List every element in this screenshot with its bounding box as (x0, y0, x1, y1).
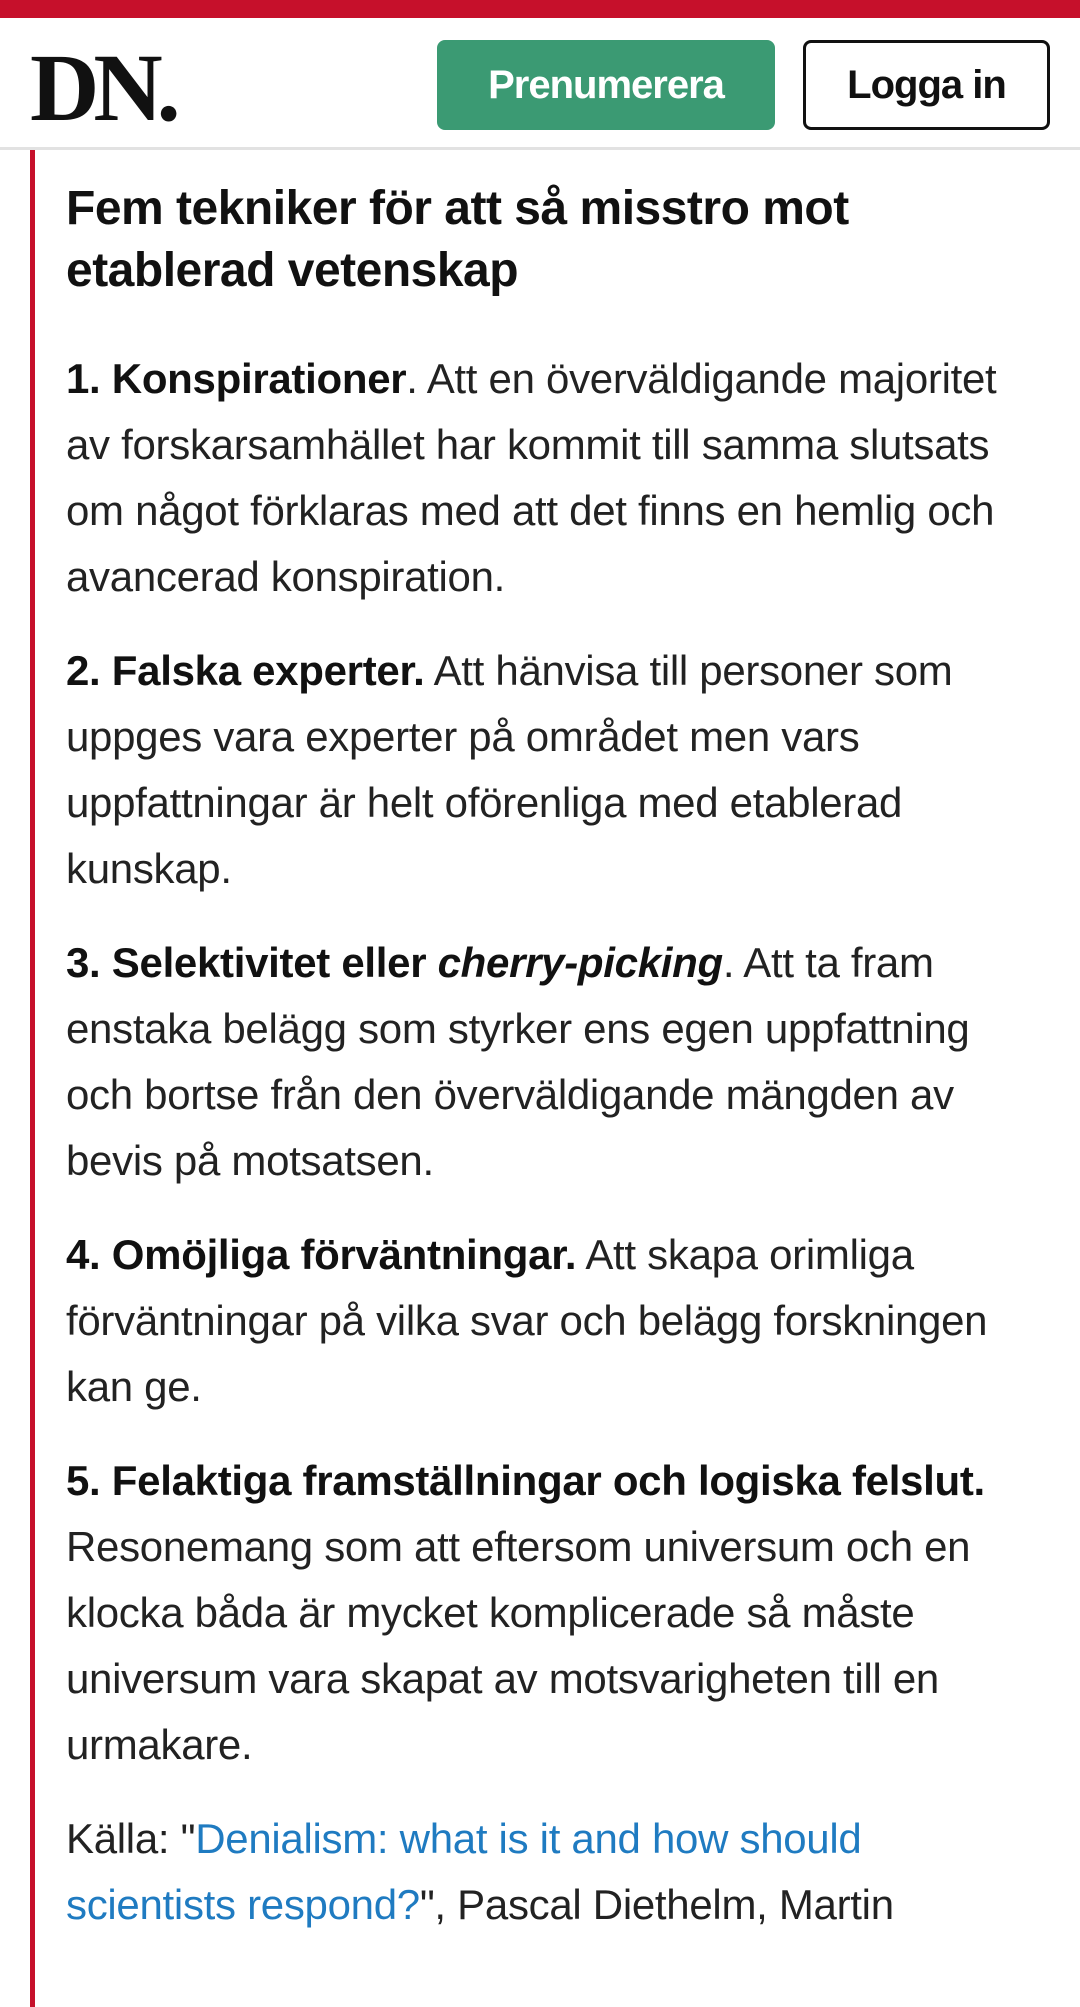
login-button[interactable]: Logga in (803, 40, 1050, 130)
factbox-heading: Fem tekniker för att så misstro mot etablerad vetenskap (66, 182, 849, 297)
subscribe-button[interactable]: Prenumerera (437, 40, 775, 130)
article-factbox (0, 150, 1080, 2007)
technique-text: Att skapa orimliga förväntningar på vilka svar och belägg forskningen kan ge. (66, 1231, 988, 1410)
technique-item-5 (66, 1448, 1026, 1778)
technique-text: . Att en överväldigande majoritet av forskarsamhället har kommit till samma slutsats om något förklaras med att det finns en hemlig och avancerad konspiration. (66, 355, 997, 600)
technique-title: 1. Konspirationer (66, 355, 407, 402)
technique-title: 4. Omöjliga förväntningar. (66, 1231, 577, 1278)
technique-item-4 (66, 1222, 1026, 1420)
technique-title: 3. Selektivitet eller (66, 939, 438, 986)
source-prefix: Källa: " (66, 1815, 196, 1862)
technique-item-1 (66, 346, 1026, 610)
technique-title-italic: cherry-picking (437, 939, 723, 986)
technique-title: 5. Felaktiga framställningar och logiska felslut. (66, 1457, 985, 1504)
technique-item-3 (66, 930, 1026, 1194)
site-header (0, 18, 1080, 150)
top-accent-bar (0, 0, 1080, 18)
source-link[interactable]: Denialism: what is it and how should scientists respond? (66, 1815, 862, 1928)
technique-title: 2. Falska experter. (66, 647, 425, 694)
dn-logo[interactable]: DN. (30, 34, 175, 141)
source-suffix: ", Pascal Diethelm, Martin (419, 1881, 894, 1928)
technique-text: Resonemang som att eftersom universum och en klocka båda är mycket komplicerade så måste universum vara skapat av motsvarigheten till en urmakare. (66, 1523, 971, 1768)
source-line (66, 1806, 1026, 1938)
technique-text: Att hänvisa till personer som uppges vara experter på området men vars uppfattningar är helt oförenliga med etablerad kunskap. (66, 647, 953, 892)
factbox-content (66, 178, 1026, 1966)
technique-item-2 (66, 638, 1026, 902)
technique-text: . Att ta fram enstaka belägg som styrker ens egen uppfattning och bortse från den överväldigande mängden av bevis på motsatsen. (66, 939, 970, 1184)
factbox-accent-rule (30, 150, 35, 2007)
